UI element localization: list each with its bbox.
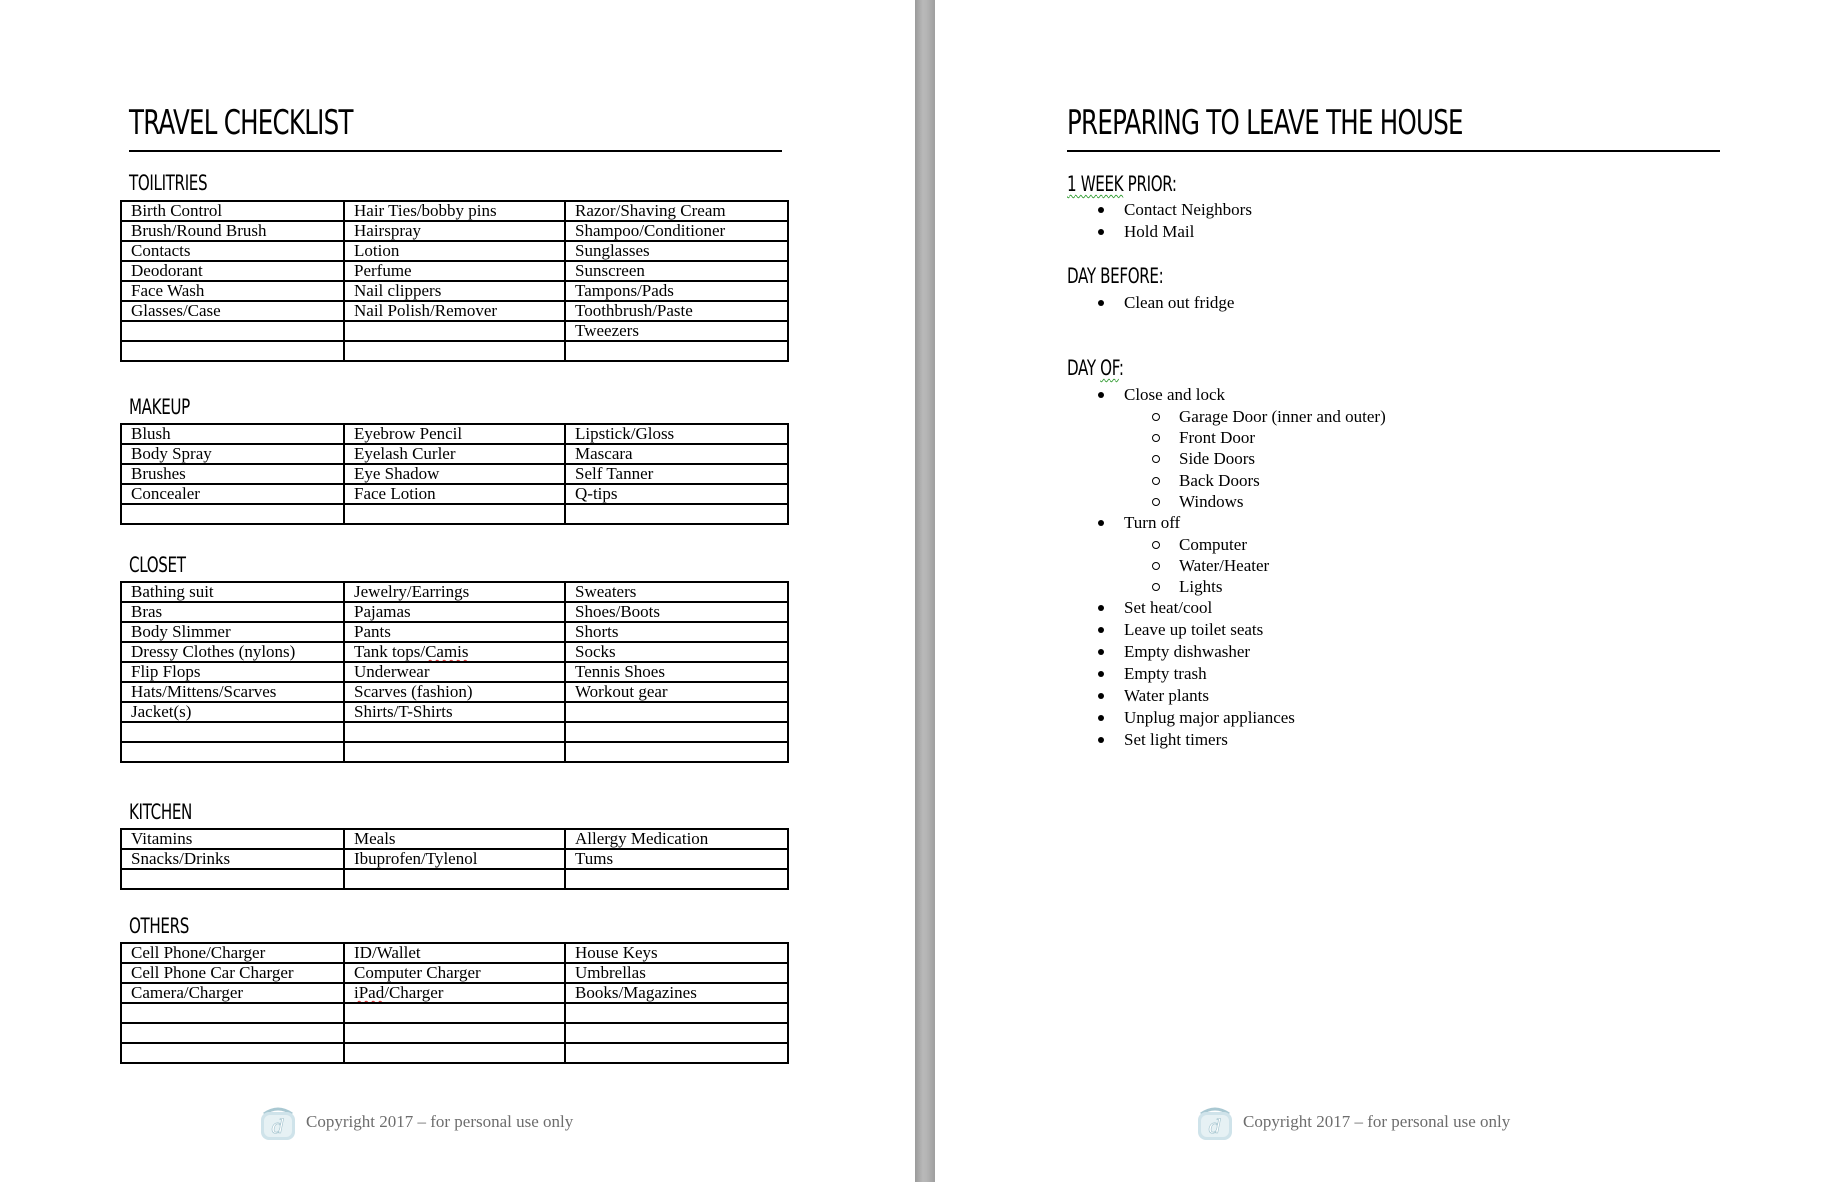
logo-icon [256, 1100, 300, 1144]
checklist-table [120, 942, 789, 1064]
list-item-text: Empty trash [1124, 664, 1207, 684]
checklist-item[interactable] [121, 504, 344, 524]
plan-list [1097, 199, 1252, 243]
list-item [1097, 512, 1386, 598]
sub-list-item: Front Door [1124, 427, 1386, 448]
table-row [121, 702, 788, 722]
page-title: PREPARING TO LEAVE THE HOUSE [1067, 103, 1463, 143]
list-item [1097, 199, 1252, 221]
list-item-text: Leave up toilet seats [1124, 620, 1264, 640]
right-page [935, 0, 1846, 1182]
plan-list [1097, 292, 1234, 314]
checklist-item[interactable]: Tank tops/Camis [344, 642, 565, 662]
list-item [1097, 641, 1386, 663]
checklist-item[interactable]: House Keys [565, 943, 788, 963]
table-row [121, 682, 788, 702]
checklist-item[interactable] [344, 1003, 565, 1023]
table-row [121, 602, 788, 622]
checklist-item[interactable]: Tennis Shoes [565, 662, 788, 682]
checklist-item[interactable] [121, 869, 344, 889]
svg-text:d: d [1208, 1114, 1222, 1138]
list-item-text: Close and lock [1124, 385, 1226, 404]
checklist-item[interactable]: Contacts [121, 241, 344, 261]
checklist-item[interactable]: Eyelash Curler [344, 444, 565, 464]
page-footer [256, 1100, 573, 1144]
table-row [121, 424, 788, 444]
checklist-item[interactable]: Pajamas [344, 602, 565, 622]
plan-heading: DAY OF: [1067, 356, 1124, 380]
checklist-item[interactable] [344, 341, 565, 361]
list-item [1097, 384, 1386, 512]
title-rule [129, 150, 782, 152]
plan-list [1097, 384, 1386, 751]
list-item-text: Water plants [1124, 686, 1210, 706]
checklist-item[interactable]: Nail clippers [344, 281, 565, 301]
list-item [1097, 685, 1386, 707]
section-heading: MAKEUP [129, 395, 190, 419]
page-title: TRAVEL CHECKLIST [129, 103, 353, 143]
list-item-text: Set light timers [1124, 729, 1228, 749]
table-row [121, 1043, 788, 1063]
table-row [121, 221, 788, 241]
checklist-item[interactable]: Hairspray [344, 221, 565, 241]
checklist-item[interactable]: Cell Phone Car Charger [121, 963, 344, 983]
checklist-item[interactable] [565, 504, 788, 524]
list-item [1097, 292, 1234, 314]
table-row [121, 829, 788, 849]
checklist-item[interactable]: Computer Charger [344, 963, 565, 983]
table-row [121, 943, 788, 963]
checklist-item[interactable]: Lipstick/Gloss [565, 424, 788, 444]
checklist-item[interactable] [565, 1023, 788, 1043]
sub-list-item: Computer [1124, 534, 1386, 555]
list-item [1097, 729, 1386, 751]
checklist-item[interactable]: Tums [565, 849, 788, 869]
svg-text:d: d [271, 1114, 285, 1138]
checklist-item[interactable]: Birth Control [121, 201, 344, 221]
plan-heading: 1 WEEK PRIOR: [1067, 172, 1177, 196]
table-row [121, 742, 788, 762]
checklist-item[interactable] [121, 321, 344, 341]
checklist-item[interactable]: Q-tips [565, 484, 788, 504]
checklist-item[interactable] [565, 722, 788, 742]
table-row [121, 963, 788, 983]
table-row [121, 201, 788, 221]
checklist-item[interactable]: Vitamins [121, 829, 344, 849]
checklist-item[interactable]: Perfume [344, 261, 565, 281]
checklist-item[interactable]: Dressy Clothes (nylons) [121, 642, 344, 662]
sub-list-item: Windows [1124, 491, 1386, 512]
section-heading: TOILITRIES [129, 171, 208, 195]
checklist-item[interactable]: Socks [565, 642, 788, 662]
sub-list-item: Lights [1124, 576, 1386, 597]
checklist-item[interactable]: Bathing suit [121, 582, 344, 602]
checklist-item[interactable]: Pants [344, 622, 565, 642]
sub-list-item: Side Doors [1124, 448, 1386, 469]
checklist-item[interactable]: Hair Ties/bobby pins [344, 201, 565, 221]
list-item [1097, 707, 1386, 729]
checklist-item[interactable]: Blush [121, 424, 344, 444]
table-row [121, 622, 788, 642]
checklist-item[interactable]: Camera/Charger [121, 983, 344, 1003]
table-row [121, 869, 788, 889]
checklist-item[interactable]: Mascara [565, 444, 788, 464]
checklist-item[interactable]: Body Slimmer [121, 622, 344, 642]
logo-icon [1193, 1100, 1237, 1144]
section-heading: KITCHEN [129, 800, 192, 824]
page-footer [1193, 1100, 1510, 1144]
copyright-text: Copyright 2017 – for personal use only [306, 1112, 574, 1131]
checklist-item[interactable]: Face Lotion [344, 484, 565, 504]
checklist-item[interactable] [565, 1043, 788, 1063]
copyright-text: Copyright 2017 – for personal use only [1243, 1112, 1511, 1131]
table-row [121, 301, 788, 321]
checklist-item[interactable] [344, 321, 565, 341]
checklist-item[interactable] [344, 504, 565, 524]
table-row [121, 662, 788, 682]
checklist-item[interactable] [121, 1003, 344, 1023]
checklist-item[interactable]: Brushes [121, 464, 344, 484]
checklist-item[interactable] [565, 341, 788, 361]
checklist-item[interactable]: Shampoo/Conditioner [565, 221, 788, 241]
checklist-item[interactable]: Tweezers [565, 321, 788, 341]
checklist-item[interactable]: Meals [344, 829, 565, 849]
table-row [121, 484, 788, 504]
checklist-item[interactable]: Self Tanner [565, 464, 788, 484]
table-row [121, 444, 788, 464]
section-heading: OTHERS [129, 914, 190, 938]
checklist-item[interactable]: ID/Wallet [344, 943, 565, 963]
checklist-item[interactable] [565, 869, 788, 889]
checklist-item[interactable]: Flip Flops [121, 662, 344, 682]
checklist-table [120, 423, 789, 525]
checklist-item[interactable]: Shorts [565, 622, 788, 642]
checklist-item[interactable]: Concealer [121, 484, 344, 504]
checklist-item[interactable]: Razor/Shaving Cream [565, 201, 788, 221]
list-item-text: Contact Neighbors [1124, 200, 1252, 219]
list-item-text: Hold Mail [1124, 221, 1195, 241]
checklist-item[interactable] [344, 722, 565, 742]
checklist-item[interactable]: Tampons/Pads [565, 281, 788, 301]
table-row [121, 849, 788, 869]
checklist-table [120, 581, 789, 763]
table-row [121, 321, 788, 341]
checklist-item[interactable]: Lotion [344, 241, 565, 261]
checklist-item[interactable]: Jewelry/Earrings [344, 582, 565, 602]
checklist-item[interactable]: Eye Shadow [344, 464, 565, 484]
checklist-item[interactable] [565, 742, 788, 762]
sub-list-item: Garage Door (inner and outer) [1124, 406, 1386, 427]
checklist-item[interactable] [344, 742, 565, 762]
checklist-item[interactable]: Eyebrow Pencil [344, 424, 565, 444]
checklist-item[interactable]: Sunglasses [565, 241, 788, 261]
page-gutter [915, 0, 935, 1182]
sub-list-item: Back Doors [1124, 470, 1386, 491]
table-row [121, 1003, 788, 1023]
list-item [1097, 619, 1386, 641]
left-page [0, 0, 915, 1182]
checklist-item[interactable] [121, 341, 344, 361]
sub-list [1124, 406, 1386, 512]
checklist-item[interactable]: Workout gear [565, 682, 788, 702]
table-row [121, 722, 788, 742]
checklist-item[interactable]: Sunscreen [565, 261, 788, 281]
table-row [121, 281, 788, 301]
checklist-item[interactable]: iPad/Charger [344, 983, 565, 1003]
plan-heading: DAY BEFORE: [1067, 264, 1164, 288]
checklist-item[interactable]: Allergy Medication [565, 829, 788, 849]
checklist-item[interactable] [344, 869, 565, 889]
checklist-item[interactable]: Toothbrush/Paste [565, 301, 788, 321]
checklist-item[interactable] [344, 1023, 565, 1043]
checklist-item[interactable] [121, 722, 344, 742]
list-item-text: Set heat/cool [1124, 598, 1213, 618]
list-item [1097, 663, 1386, 685]
checklist-item[interactable]: Body Spray [121, 444, 344, 464]
checklist-item[interactable]: Snacks/Drinks [121, 849, 344, 869]
table-row [121, 261, 788, 281]
list-item [1097, 221, 1252, 243]
checklist-item[interactable]: Cell Phone/Charger [121, 943, 344, 963]
checklist-table [120, 200, 789, 362]
sub-list [1124, 534, 1386, 598]
checklist-item[interactable]: Hats/Mittens/Scarves [121, 682, 344, 702]
checklist-item[interactable]: Jacket(s) [121, 702, 344, 722]
checklist-item[interactable]: Nail Polish/Remover [344, 301, 565, 321]
list-item [1097, 597, 1386, 619]
table-row [121, 983, 788, 1003]
table-row [121, 241, 788, 261]
checklist-item[interactable] [121, 742, 344, 762]
list-item-text: Unplug major appliances [1124, 707, 1295, 727]
table-row [121, 642, 788, 662]
list-item-text: Empty dishwasher [1124, 642, 1251, 662]
table-row [121, 504, 788, 524]
checklist-item[interactable] [121, 1023, 344, 1043]
checklist-item[interactable] [344, 1043, 565, 1063]
list-item-text: Turn off [1124, 512, 1181, 532]
checklist-item[interactable]: Deodorant [121, 261, 344, 281]
checklist-item[interactable]: Brush/Round Brush [121, 221, 344, 241]
table-row [121, 582, 788, 602]
checklist-item[interactable]: Underwear [344, 662, 565, 682]
checklist-item[interactable]: Scarves (fashion) [344, 682, 565, 702]
checklist-item[interactable] [565, 1003, 788, 1023]
table-row [121, 464, 788, 484]
section-heading: CLOSET [129, 553, 186, 577]
sub-list-item: Water/Heater [1124, 555, 1386, 576]
checklist-item[interactable]: Shirts/T-Shirts [344, 702, 565, 722]
checklist-item[interactable]: Books/Magazines [565, 983, 788, 1003]
checklist-item[interactable]: Shoes/Boots [565, 602, 788, 622]
title-rule [1067, 150, 1720, 152]
table-row [121, 1023, 788, 1043]
checklist-item[interactable] [121, 1043, 344, 1063]
checklist-item[interactable]: Umbrellas [565, 963, 788, 983]
checklist-item[interactable]: Face Wash [121, 281, 344, 301]
checklist-item[interactable]: Ibuprofen/Tylenol [344, 849, 565, 869]
list-item-text: Clean out fridge [1124, 293, 1235, 312]
checklist-item[interactable]: Bras [121, 602, 344, 622]
checklist-item[interactable] [565, 702, 788, 722]
checklist-item[interactable]: Sweaters [565, 582, 788, 602]
checklist-item[interactable]: Glasses/Case [121, 301, 344, 321]
checklist-table [120, 828, 789, 890]
table-row [121, 341, 788, 361]
